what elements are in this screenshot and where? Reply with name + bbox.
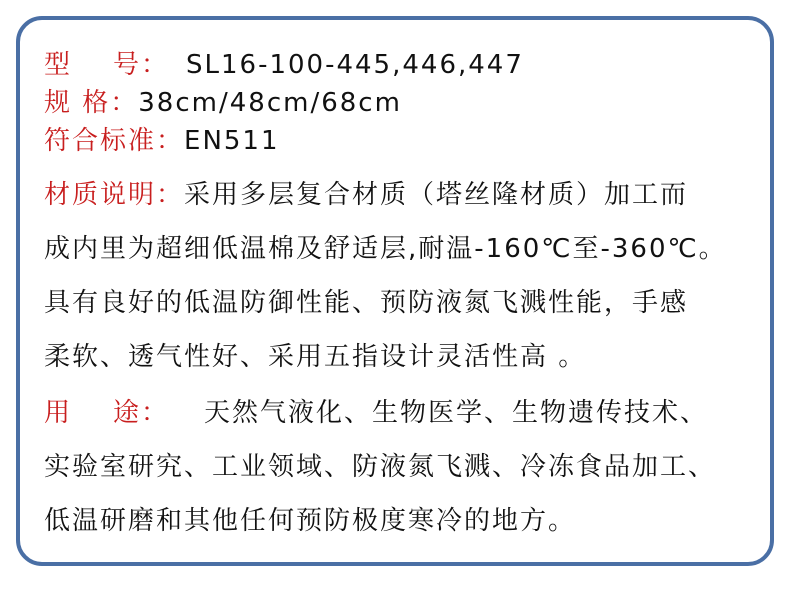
usage-label: 用 途： [44, 398, 170, 428]
standard-value: EN511 [184, 126, 280, 156]
model-row [44, 48, 524, 82]
size-row [44, 86, 402, 120]
usage-line-3: 低温研磨和其他任何预防极度寒冷的地方。 [44, 506, 577, 536]
material-line-2: 成内里为超细低温棉及舒适层,耐温-160℃至-360℃。 [44, 234, 727, 264]
model-value: SL16-100-445,446,447 [186, 50, 524, 80]
material-line-3: 具有良好的低温防御性能、预防液氮飞溅性能，手感 [44, 288, 689, 318]
material-label: 材质说明： [44, 180, 185, 210]
standard-label: 符合标准： [44, 126, 185, 156]
material-row [44, 178, 688, 212]
material-line-1: 采用多层复合材质（塔丝隆材质）加工而 [184, 180, 689, 210]
usage-row [44, 396, 708, 430]
material-line-4: 柔软、透气性好、采用五指设计灵活性高 。 [44, 342, 587, 372]
size-value: 38cm/48cm/68cm [138, 88, 402, 118]
size-label: 规 格： [44, 88, 139, 118]
usage-line-1: 天然气液化、生物医学、生物遗传技术、 [204, 398, 709, 428]
model-label: 型 号： [44, 50, 170, 80]
standard-row [44, 124, 280, 158]
usage-line-2: 实验室研究、工业领域、防液氮飞溅、冷冻食品加工、 [44, 452, 717, 482]
